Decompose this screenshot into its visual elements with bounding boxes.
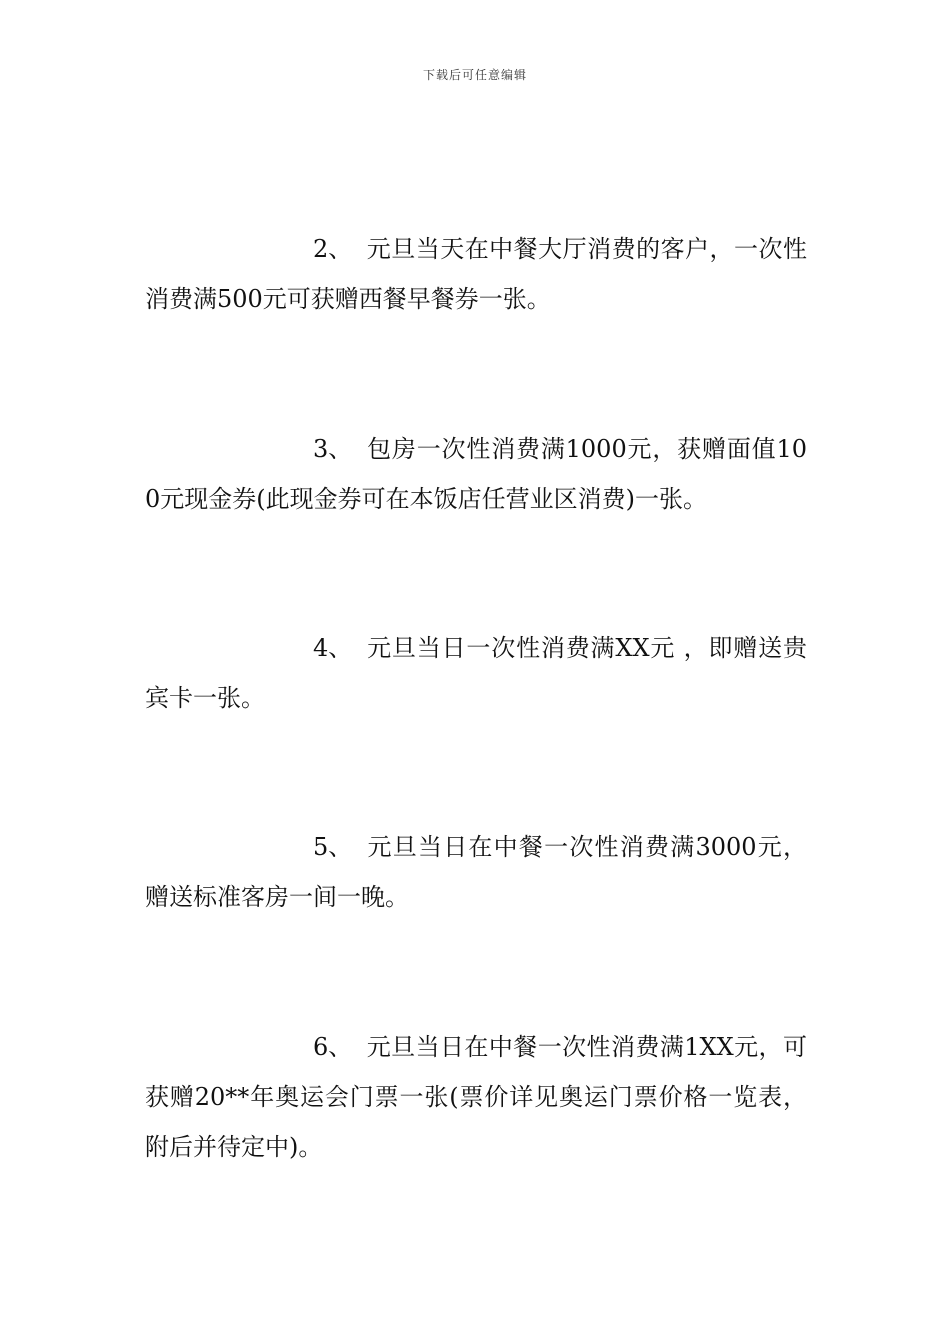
item-number: 5、 xyxy=(313,833,353,861)
item-number: 2、 xyxy=(313,235,353,263)
list-item xyxy=(145,424,807,524)
list-item xyxy=(145,822,807,922)
item-text: 元旦当日一次性消费满XX元 ，即赠送贵宾卡一张。 xyxy=(145,634,807,712)
item-text: 元旦当天在中餐大厅消费的客户，一次性消费满500元可获赠西餐早餐券一张。 xyxy=(145,235,807,313)
page-header: 下载后可任意编辑 xyxy=(422,68,527,82)
list-item xyxy=(145,623,807,723)
item-text: 元旦当日在中餐一次性消费满3000元，赠送标准客房一间一晚。 xyxy=(145,833,807,911)
item-number: 6、 xyxy=(313,1033,353,1061)
item-text: 元旦当日在中餐一次性消费满1XX元，可获赠20**年奥运会门票一张(票价详见奥运门票价格一览表，附后并待定中)。 xyxy=(145,1033,807,1161)
item-number: 3、 xyxy=(313,435,353,463)
list-item xyxy=(145,224,807,324)
list-item xyxy=(145,1022,807,1172)
item-text: 包房一次性消费满1000元，获赠面值100元现金券(此现金券可在本饭店任营业区消费)一张。 xyxy=(145,435,807,513)
item-number: 4、 xyxy=(313,634,353,662)
